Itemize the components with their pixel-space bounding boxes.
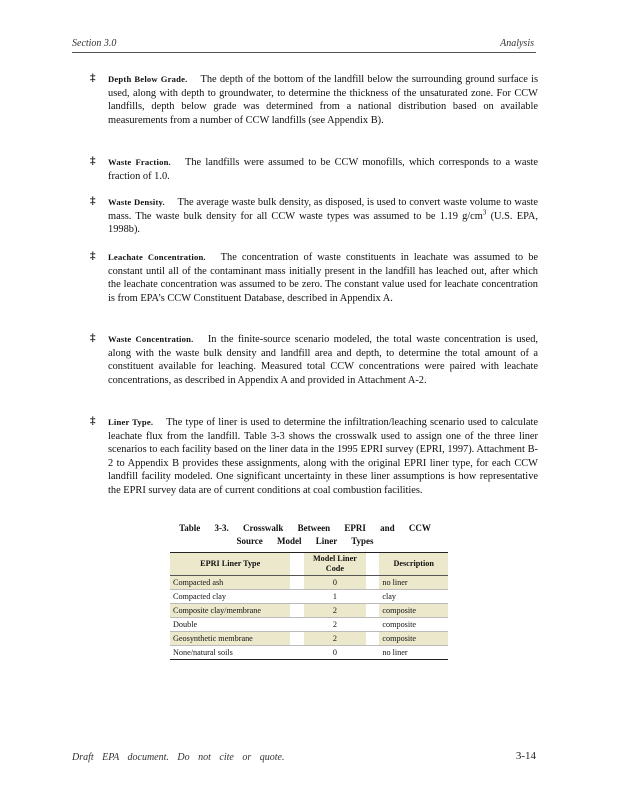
item-text: The type of liner is used to determine the infiltration/leaching scenario used to calculate leachate flux from the landfill. Table 3-3 shows the crosswalk used to assign one of the three liner scenarios to each facility based on the liner data in the 1995 EPRI survey (EPRI, 1997). Attachment B-2 to Appendix B provides these assignments, along with the original EPRI liner type, for each CCW landfill facility modeled. One significant uncertainty in these liner assumptions is how representative the EPRI survey data are of current conditions at coal combustion facilities. [108, 417, 538, 496]
bullet-icon: ‡ [90, 332, 96, 344]
table-cell: clay [379, 590, 448, 604]
table-cell: composite [379, 632, 448, 646]
table-cell: no liner [379, 646, 448, 660]
table-cell: 2 [304, 604, 366, 618]
table-cell: Compacted ash [170, 576, 290, 590]
table-cell: no liner [379, 576, 448, 590]
table-cell: 2 [304, 618, 366, 632]
bullet-icon: ‡ [90, 415, 96, 427]
bullet-item-liner-type [90, 415, 538, 498]
crosswalk-table [170, 552, 448, 660]
bullet-icon: ‡ [90, 195, 96, 207]
table-cell: Compacted clay [170, 590, 290, 604]
bullet-item-waste-fraction [90, 155, 539, 183]
bullet-icon: ‡ [90, 72, 96, 84]
table-cell: Geosynthetic membrane [170, 632, 290, 646]
item-term: Liner Type. [108, 417, 154, 427]
table-header-row [170, 553, 448, 576]
item-text: The depth of the bottom of the landfill below the surrounding ground surface is used, along with depth to groundwater, to determine the thickness of the unsaturated zone. For CCW landfills, depth below grade was determined from a national distribution based on available measurements from a number of CCW landfills (see Appendix B). [108, 74, 538, 126]
table-row [170, 604, 448, 618]
item-text-tail: (U.S. EPA, 1998b). [108, 210, 539, 236]
table-row [170, 590, 448, 604]
bullet-item-waste-density [90, 195, 539, 237]
item-text: In the finite-source scenario modeled, the total waste concentration is used, along with the waste bulk density and landfill area and depth, to determine the total amount of a constituent available for leaching. Measured total CCW concentrations were paired with leachate concentrations, as described in Appendix A and provided in Attachment A-2. [108, 334, 538, 386]
table-caption: Table 3-3. Crosswalk Between EPRI and CCW Source Model Liner Types [179, 523, 431, 546]
column-header: Description [379, 553, 448, 576]
item-term: Waste Fraction. [108, 157, 171, 167]
table-cell: Composite clay/membrane [170, 604, 290, 618]
table-row [170, 618, 448, 632]
header-rule [72, 52, 536, 53]
item-term: Depth Below Grade. [108, 74, 188, 84]
table-cell: None/natural soils [170, 646, 290, 660]
table-cell: 1 [304, 590, 366, 604]
table-cell: 0 [304, 576, 366, 590]
bullet-item-leachate-concentration [90, 250, 538, 305]
bullet-icon: ‡ [90, 155, 96, 167]
table-row [170, 632, 448, 646]
table-cell: composite [379, 618, 448, 632]
column-header: Model Liner Code [304, 553, 366, 576]
table-row [170, 646, 448, 660]
item-term: Waste Concentration. [108, 334, 194, 344]
item-text: The average waste bulk density, as disposed, is used to convert waste volume to waste mass. The waste bulk density for all CCW waste types was assumed to be 1.19 g/cm [108, 197, 539, 222]
item-text: The concentration of waste constituents in leachate was assumed to be constant until all of the contaminant mass initially present in the landfill has leached out, after which the leachate concentration was assumed to be zero. The constant value used for leachate concentration is from EPA’s CCW Constituent Database, described in Appendix A. [108, 252, 538, 304]
running-header-title: Analysis [500, 38, 534, 49]
table-cell: composite [379, 604, 448, 618]
superscript-exponent: 3 [482, 208, 487, 217]
page-number: 3-14 [515, 750, 536, 762]
bullet-item-depth-below-grade [90, 72, 538, 127]
table-row [170, 576, 448, 590]
item-text: The landfills were assumed to be CCW monofills, which corresponds to a waste fraction of 1.0. [108, 157, 539, 182]
running-header-section: Section 3.0 [72, 38, 117, 49]
bullet-item-waste-concentration [90, 332, 538, 387]
column-header: EPRI Liner Type [170, 553, 290, 576]
item-term: Waste Density. [108, 197, 165, 207]
table-cell: Double [170, 618, 290, 632]
table-cell: 2 [304, 632, 366, 646]
footer-disclaimer: Draft EPA document. Do not cite or quote. [72, 752, 285, 763]
bullet-icon: ‡ [90, 250, 96, 262]
item-term: Leachate Concentration. [108, 252, 206, 262]
table-cell: 0 [304, 646, 366, 660]
